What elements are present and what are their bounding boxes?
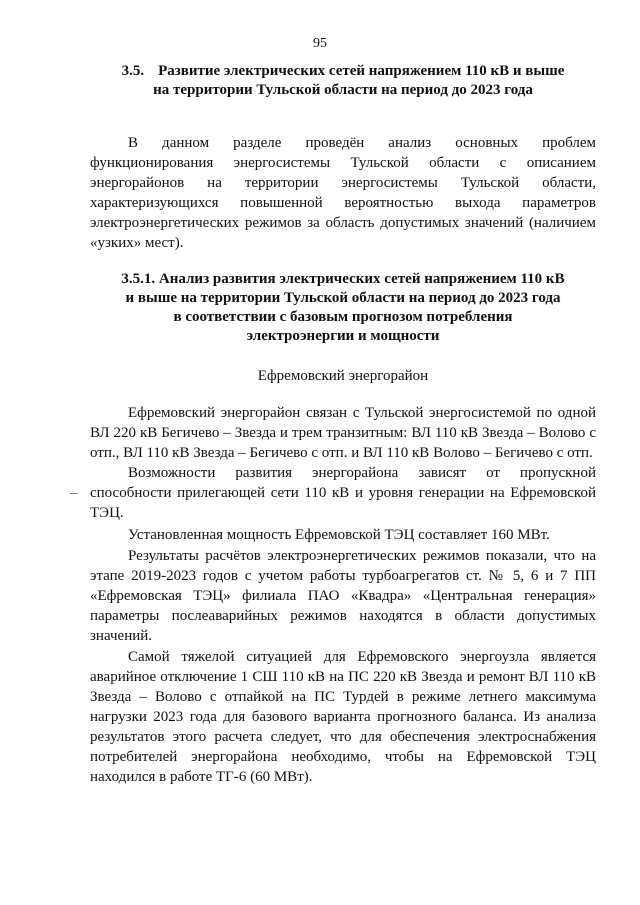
subsection-line2: и выше на территории Тульской области на период до 2023 года [125,290,561,306]
section-heading-line1 [90,62,596,81]
subsection-line1: 3.5.1. Анализ развития электрических сетей напряжением 110 кВ [121,271,565,287]
area-title: Ефремовский энергорайон [257,368,429,384]
page-number: 95 [313,36,327,51]
document-body [90,62,596,787]
section-title-line1: Развитие электрических сетей напряжением 110 кВ и выше [158,63,565,79]
paragraph-capabilities: Возможности развития энергорайона зависят от пропускной способности прилегающей сети 110 кВ и уровня генерации на Ефремовской ТЭЦ. [90,465,596,521]
section-title-line2: на территории Тульской области на период до 2023 года [153,82,533,98]
margin-mark [70,493,78,494]
intro-paragraph: В данном разделе проведён анализ основных проблем функционирования энергосистемы Тульской области с описанием энергорайонов на территории энергосистемы Тульской области, характеризующихся повышенной вероятностью выхода параметров электроэнергетических режимов за область допустимых значений (наличием «узких» мест). [90,135,596,251]
paragraph-links: Ефремовский энергорайон связан с Тульской энергосистемой по одной ВЛ 220 кВ Бегичево – Звезда и трем транзитным: ВЛ 110 кВ Звезда – Волово с отп., ВЛ 110 кВ Звезда – Бегичево с отп. и ВЛ 110 кВ Волово – Бегичево с отп. [90,405,596,461]
paragraph-results: Результаты расчётов электроэнергетических режимов показали, что на этапе 2019-2023 годов с учетом работы турбоагрегатов ст. № 5, 6 и 7 ПП «Ефремовская ТЭЦ» филиала ПАО «Квадра» «Центральная генерация» параметры послеаварийных режимов находятся в области допустимых значений. [90,548,596,644]
subsection-line4: электроэнергии и мощности [246,328,440,344]
section-number: 3.5. [121,63,145,79]
paragraph-heaviest-situation: Самой тяжелой ситуацией для Ефремовского энергоузла является аварийное отключение 1 СШ 110 кВ на ПС 220 кВ Звезда и ремонт ВЛ 110 кВ Звезда – Волово с отпайкой на ПС Турдей в режиме летнего максимума нагрузки 2023 года для базового варианта прогнозного баланса. Из анализа результатов этого расчета следует, что для обеспечения электроснабжения потребителей энергорайона необходимо, чтобы на Ефремовской ТЭЦ находился в работе ТГ-6 (60 МВт). [90,649,596,785]
section-heading [90,62,596,100]
paragraph-capacity: Установленная мощность Ефремовской ТЭЦ составляет 160 МВт. [128,527,550,543]
subsection-line3: в соответствии с базовым прогнозом потребления [173,309,513,325]
subsection-heading [90,270,596,346]
